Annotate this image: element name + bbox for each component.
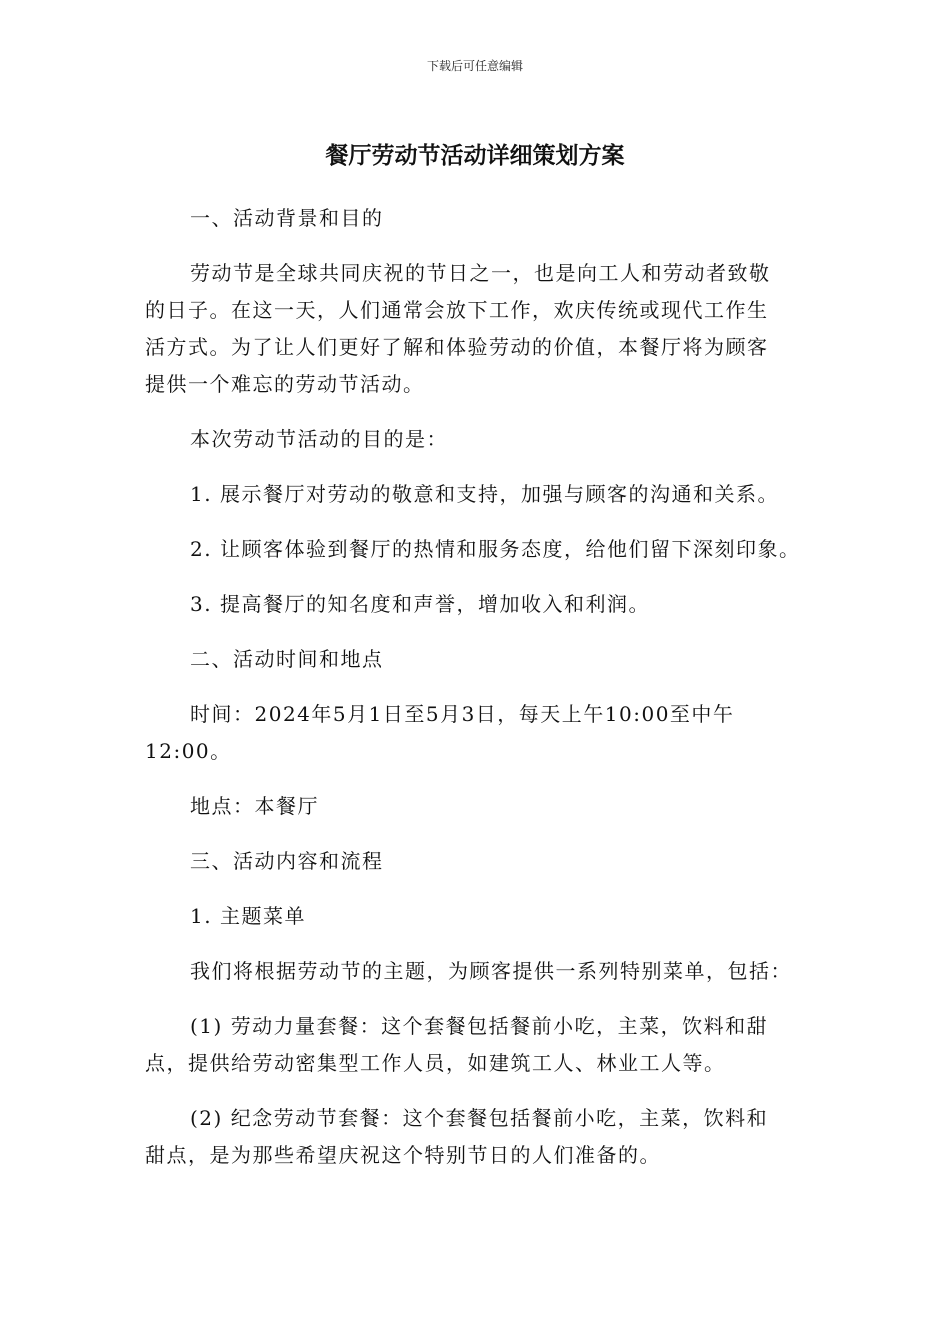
paragraph-time — [145, 696, 825, 770]
text-line: 二、活动时间和地点 — [190, 647, 384, 671]
text-line: 12:00。 — [145, 739, 232, 763]
text-line: 提供一个难忘的劳动节活动。 — [145, 372, 425, 396]
text-line: 1. 主题菜单 — [190, 904, 306, 928]
text-line: 我们将根据劳动节的主题，为顾客提供一系列特别菜单，包括： — [190, 959, 792, 983]
paragraph-location — [145, 788, 825, 825]
section-heading-3 — [145, 843, 825, 880]
list-item-goal-1 — [145, 476, 825, 513]
text-line: (2) 纪念劳动节套餐：这个套餐包括餐前小吃，主菜，饮料和 — [190, 1106, 769, 1130]
text-line: 的日子。在这一天，人们通常会放下工作，欢庆传统或现代工作生 — [145, 298, 769, 322]
text-line: 劳动节是全球共同庆祝的节日之一，也是向工人和劳动者致敬 — [190, 261, 771, 285]
document-body — [145, 200, 825, 1192]
list-item-goal-3 — [145, 586, 825, 623]
list-item-menu-1 — [145, 1008, 825, 1082]
paragraph-goals-intro — [145, 421, 825, 458]
section-heading-1 — [145, 200, 825, 237]
text-line: 3. 提高餐厅的知名度和声誉，增加收入和利润。 — [190, 592, 650, 616]
subheading-theme-menu — [145, 898, 825, 935]
text-line: 2. 让顾客体验到餐厅的热情和服务态度，给他们留下深刻印象。 — [190, 537, 801, 561]
list-item-menu-2 — [145, 1100, 825, 1174]
section-heading-2 — [145, 641, 825, 678]
text-line: 地点：本餐厅 — [190, 794, 319, 818]
text-line: 活方式。为了让人们更好了解和体验劳动的价值，本餐厅将为顾客 — [145, 335, 769, 359]
paragraph-menu-intro — [145, 953, 825, 990]
text-line: 时间：2024年5月1日至5月3日，每天上午10:00至中午 — [190, 702, 735, 726]
text-line: 点，提供给劳动密集型工作人员，如建筑工人、林业工人等。 — [145, 1051, 726, 1075]
text-line: 三、活动内容和流程 — [190, 849, 384, 873]
text-line: (1) 劳动力量套餐：这个套餐包括餐前小吃，主菜，饮料和甜 — [190, 1014, 769, 1038]
list-item-goal-2 — [145, 531, 825, 568]
text-line: 甜点，是为那些希望庆祝这个特别节日的人们准备的。 — [145, 1143, 661, 1167]
text-line: 一、活动背景和目的 — [190, 206, 384, 230]
text-line: 1. 展示餐厅对劳动的敬意和支持，加强与顾客的沟通和关系。 — [190, 482, 779, 506]
paragraph-background — [145, 255, 825, 403]
header-note: 下载后可任意编辑 — [426, 59, 523, 73]
document-title: 餐厅劳动节活动详细策划方案 — [325, 143, 625, 169]
text-line: 本次劳动节活动的目的是： — [190, 427, 448, 451]
